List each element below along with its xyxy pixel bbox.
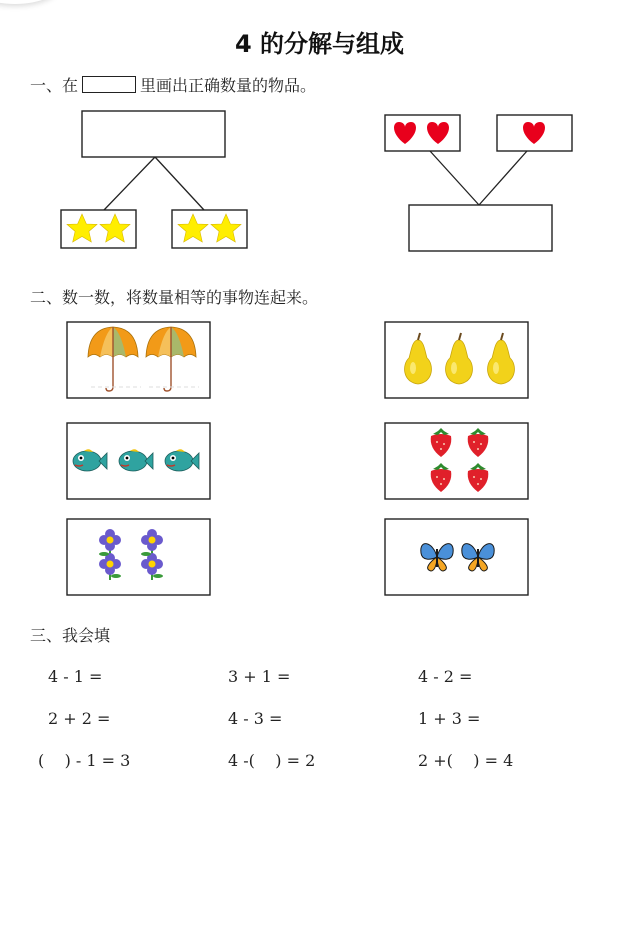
equation-r2-c3[interactable]: 1 + 3 =: [418, 709, 481, 728]
page-title: 4 的分解与组成: [234, 30, 405, 58]
strawberry-box[interactable]: [385, 423, 528, 499]
equation-r1-c3[interactable]: 4 - 2 =: [418, 667, 473, 686]
section-1-suffix: 里画出正确数量的物品。: [140, 76, 317, 95]
section-1-prefix: 一、在: [30, 76, 79, 95]
butterfly-box[interactable]: [385, 519, 528, 595]
equation-r2-c2[interactable]: 4 - 3 =: [228, 709, 283, 728]
umbrella-box[interactable]: [67, 322, 210, 398]
flower-box[interactable]: [67, 519, 210, 595]
equation-r3-c2[interactable]: 4 -( ) = 2: [228, 751, 316, 770]
equation-r1-c2[interactable]: 3 + 1 =: [228, 667, 291, 686]
section-2-label: 二、数一数，将数量相等的事物连起来。: [30, 288, 319, 307]
equation-r2-c1[interactable]: 2 + 2 =: [48, 709, 111, 728]
equation-r1-c1[interactable]: 4 - 1 =: [48, 667, 103, 686]
equation-r3-c3[interactable]: 2 +( ) = 4: [418, 751, 514, 770]
equation-r3-c1[interactable]: ( ) - 1 = 3: [38, 751, 131, 770]
section-3-label: 三、我会填: [30, 626, 111, 645]
